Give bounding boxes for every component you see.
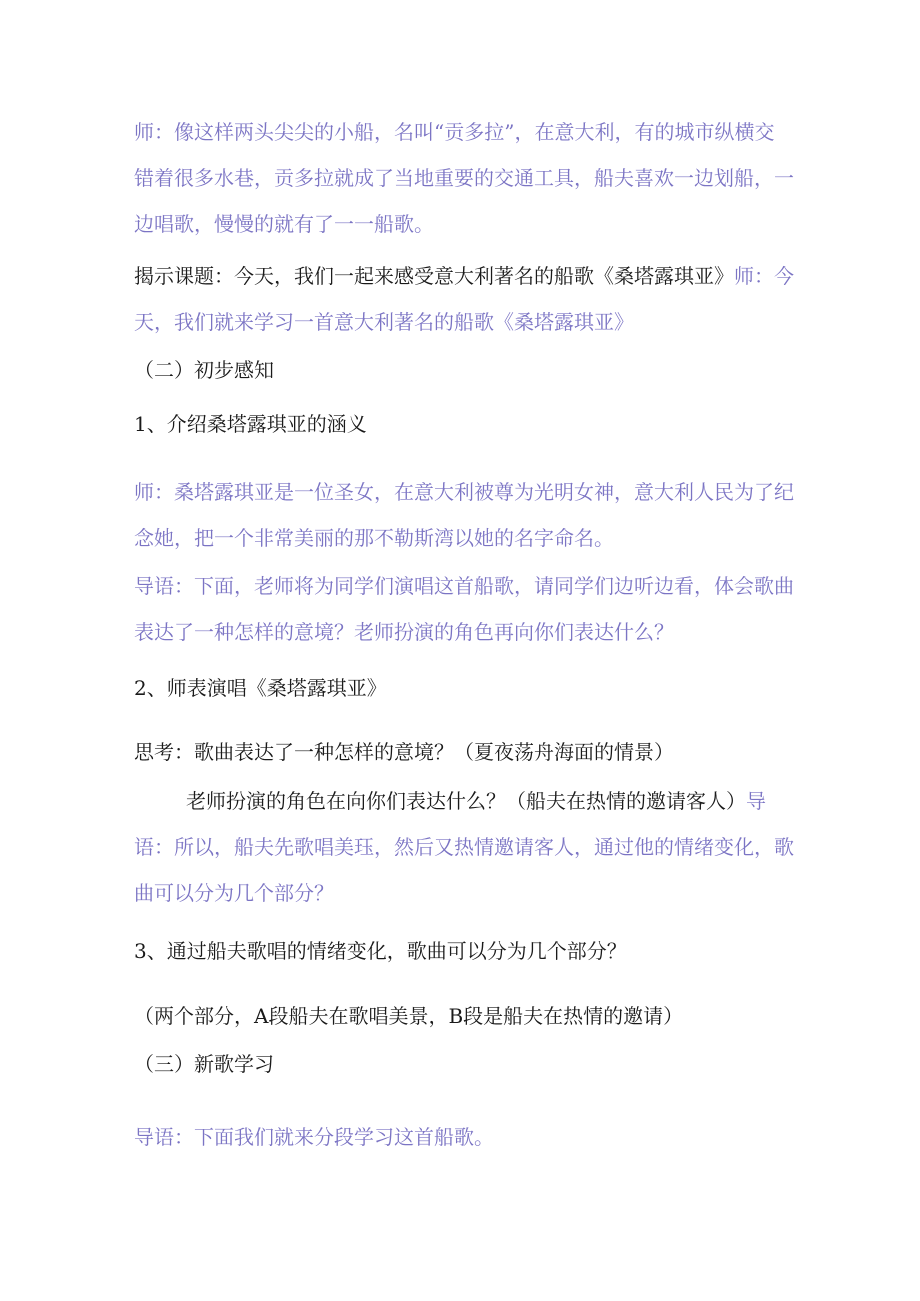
topic-reveal-paragraph (134, 253, 794, 345)
item-1-heading: 1、介绍桑塔露琪亚的涵义 (134, 412, 367, 436)
section-heading-new-song: （三）新歌学习 (134, 1052, 274, 1076)
role-question-text: 老师扮演的角色在向你们表达什么？（船夫在热情的邀请客人） (186, 789, 746, 813)
santa-lucia-meaning-paragraph: 师：桑塔露琪亚是一位圣女，在意大利被尊为光明女神，意大利人民为了纪念她，把一个非常美丽的那不勒斯湾以她的名字命名。 (134, 480, 794, 550)
item-2-heading: 2、师表演唱《桑塔露琪亚》 (134, 676, 387, 700)
teacher-intro-paragraph: 师：像这样两头尖尖的小船，名叫“贡多拉”，在意大利，有的城市纵横交错着很多水巷，贡多拉就成了当地重要的交通工具，船夫喜欢一边划船，一边唱歌，慢慢的就有了一一船歌。 (134, 120, 794, 236)
segment-learning-guide: 导语：下面我们就来分段学习这首船歌。 (134, 1125, 494, 1149)
think-question: 思考：歌曲表达了一种怎样的意境？（夏夜荡舟海面的情景） (134, 740, 674, 764)
emotion-guide-text: 导语：所以，船夫先歌唱美珏，然后又热情邀请客人，通过他的情绪变化，歌曲可以分为几个部分？ (134, 789, 794, 905)
item-3-heading: 3、通过船夫歌唱的情绪变化，歌曲可以分为几个部分？ (134, 939, 627, 963)
section-heading-initial-perception: （二）初步感知 (134, 358, 274, 382)
item-3-answer: （两个部分，A段船夫在歌唱美景，B段是船夫在热情的邀请） (134, 1004, 684, 1028)
performance-guide-paragraph: 导语：下面，老师将为同学们演唱这首船歌，请同学们边听边看，体会歌曲表达了一种怎样的意境？老师扮演的角色再向你们表达什么？ (134, 574, 794, 644)
topic-reveal-text: 揭示课题：今天，我们一起来感受意大利著名的船歌《桑塔露琪亚》 (134, 264, 734, 288)
teacher-topic-text: 师：今天，我们就来学习一首意大利著名的船歌《桑塔露琪亚》 (134, 264, 794, 334)
role-question-paragraph (134, 778, 794, 916)
